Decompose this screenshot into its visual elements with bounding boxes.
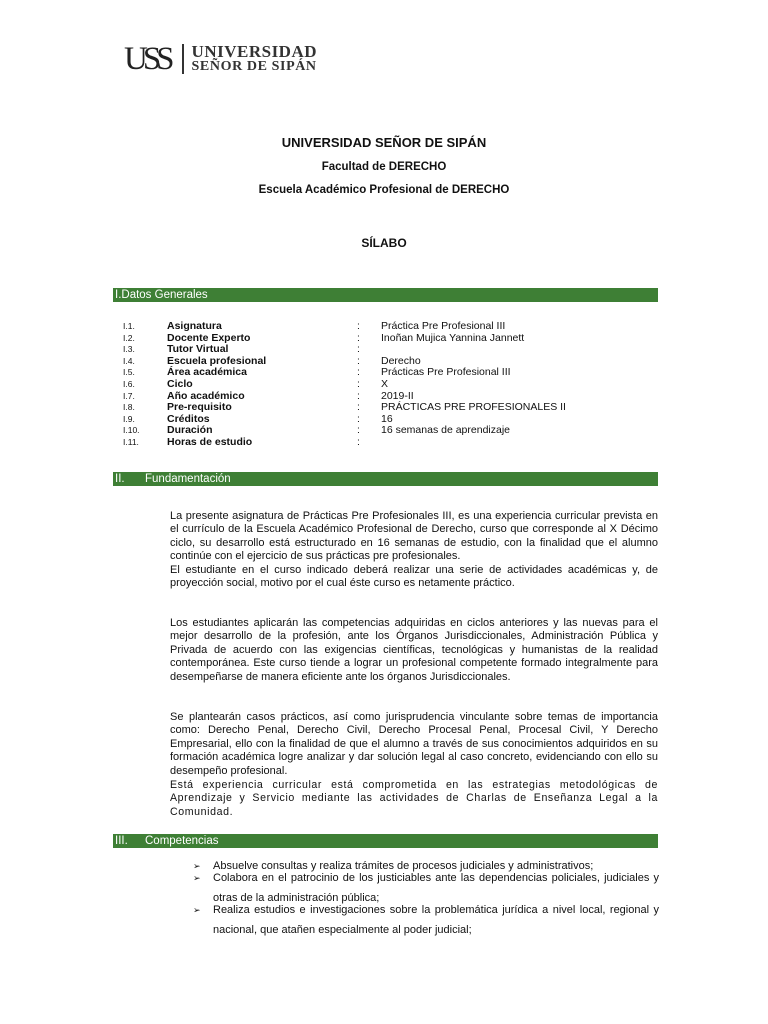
datos-row-number: I.2. (123, 332, 135, 343)
datos-row-value: Derecho (381, 354, 421, 367)
datos-row (123, 367, 661, 379)
datos-row-value: 2019-II (381, 389, 414, 402)
competencia-text: Absuelve consultas y realiza trámites de procesos judiciales y administrativos; (213, 860, 594, 872)
datos-row-value: PRÁCTICAS PRE PROFESIONALES II (381, 401, 566, 414)
logo-line-2: SEÑOR DE SIPÁN (191, 59, 317, 74)
section-number: I. (115, 289, 122, 301)
datos-row-label: Duración (167, 424, 213, 437)
datos-row-number: I.5. (123, 367, 135, 378)
datos-row-value: Práctica Pre Profesional III (381, 320, 506, 332)
datos-row-colon: : (357, 401, 360, 414)
competencias-list (193, 900, 659, 940)
section-title: Competencias (145, 835, 219, 847)
datos-row-value: 16 (381, 412, 393, 425)
datos-row-label: Ciclo (167, 377, 193, 390)
section-number: III. (115, 835, 128, 847)
datos-row-label: Tutor Virtual (167, 343, 229, 356)
datos-row-label: Docente Experto (167, 331, 251, 344)
datos-row-number: I.10. (123, 425, 140, 436)
datos-row-label: Horas de estudio (167, 435, 253, 448)
university-logo (124, 42, 317, 76)
section-title: Fundamentación (145, 473, 231, 485)
section-title: Datos Generales (121, 289, 208, 301)
datos-row (123, 321, 661, 333)
paragraph-text: La presente asignatura de Prácticas Pre Profesionales III, es una experiencia curricular prevista en el currículo de la Escuela Académico Profesional de Derecho, curso que corresponde al X Décimo ciclo, su desarrollo está estructurado en 16 semanas de estudio, con la finalidad que el alumno continúe con el ejercicio de sus prácticas pre profesionales. (170, 510, 658, 563)
section-header-datos-generales (113, 288, 658, 302)
datos-row-colon: : (357, 412, 360, 425)
fundamentacion-paragraph-2: Los estudiantes aplicarán las competencias adquiridas en ciclos anteriores y las nuevas para el mejor desarrollo de la profesión, ante los Órganos Jurisdiccionales, Administración Pública y Privada de acuerdo con las exigencias científicas, tecnológicas y humanistas de la realidad contemporánea. Este curso tiende a lograr un profesional competente formado integralmente para desempeñarse de manera eficiente ante los órganos Jurisdiccionales. (170, 617, 658, 683)
datos-row-colon: : (357, 389, 360, 402)
datos-row (123, 437, 661, 449)
datos-row-colon: : (357, 424, 360, 437)
datos-row-value: Inoñan Mujica Yannina Jannett (381, 331, 525, 344)
faculty-title: Facultad de DERECHO (321, 161, 447, 173)
section-header-fundamentacion (113, 472, 658, 486)
fundamentacion-paragraph-4: Está experiencia curricular está comprometida en las estrategias metodológicas de Aprendizaje y Servicio mediante las actividades de Charlas de Enseñanza Legal a la Comunidad. (170, 779, 658, 818)
datos-row-number: I.3. (123, 344, 135, 355)
datos-row-number: I.6. (123, 378, 135, 389)
arrow-bullet-icon: ➢ (193, 873, 201, 883)
fundamentacion-paragraph-1 (170, 510, 658, 590)
paragraph-text: El estudiante en el curso indicado deberá realizar una serie de actividades académicas y, de proyección social, motivo por el cual éste curso es netamente práctico. (170, 563, 658, 590)
datos-row-label: Pre-requisito (167, 401, 232, 414)
university-title: UNIVERSIDAD SEÑOR DE SIPÁN (281, 135, 487, 150)
datos-row-label: Año académico (167, 389, 245, 402)
logo-line-1: UNIVERSIDAD (191, 42, 318, 61)
datos-row-label: Asignatura (167, 320, 222, 332)
arrow-bullet-icon: ➢ (193, 861, 201, 871)
datos-row-value: 16 semanas de aprendizaje (381, 424, 511, 437)
datos-row-value: Prácticas Pre Profesional III (381, 366, 511, 379)
datos-row-colon: : (357, 366, 360, 379)
logo-divider (182, 44, 184, 74)
datos-row (123, 379, 661, 391)
datos-row-number: I.8. (123, 402, 135, 413)
competencia-text: Realiza estudios e investigaciones sobre la problemática jurídica a nivel local, regional y nacional, que atañen especialmente al poder judicial; (213, 904, 659, 936)
uss-logo-mark: USS (124, 41, 170, 77)
datos-row-number: I.1. (123, 321, 135, 331)
school-title: Escuela Académico Profesional de DERECHO (258, 184, 510, 196)
datos-row-colon: : (357, 377, 360, 390)
datos-row-number: I.11. (123, 436, 139, 447)
datos-row-colon: : (357, 343, 360, 356)
document-title: SÍLABO (361, 236, 407, 250)
competencia-text: Colabora en el patrocinio de los justiciables ante las dependencias policiales, judiciales y otras de la administración pública; (213, 872, 659, 904)
fundamentacion-paragraph-3: Se plantearán casos prácticos, así como jurisprudencia vinculante sobre temas de importancia como: Derecho Penal, Derecho Civil, Derecho Procesal Penal, Procesal Civil, Y Derecho Empresarial, ello con la finalidad de que el alumno a través de sus conocimientos adquiridos en su formación académica logre analizar y dar solución legal al caso concreto, evidenciando con ello su desempeño profesional. (170, 711, 658, 777)
datos-generales-list (123, 321, 661, 449)
competencia-item (193, 900, 659, 940)
datos-row-number: I.7. (123, 390, 135, 401)
datos-row-colon: : (357, 435, 360, 448)
datos-row-colon: : (357, 354, 360, 367)
datos-row-value: X (381, 377, 389, 390)
datos-row-value (381, 437, 661, 449)
datos-row-colon: : (357, 331, 360, 344)
datos-row-label: Créditos (167, 412, 210, 425)
datos-row-colon: : (357, 320, 360, 332)
datos-row-label: Escuela profesional (167, 354, 267, 367)
datos-row-number: I.4. (123, 355, 135, 366)
datos-row-number: I.9. (123, 413, 135, 424)
section-number: II. (115, 473, 125, 485)
arrow-bullet-icon: ➢ (193, 905, 201, 915)
datos-row (123, 402, 661, 414)
datos-row-value (381, 344, 661, 356)
section-header-competencias (113, 834, 658, 848)
datos-row-label: Área académica (167, 366, 247, 379)
logo-wordmark (192, 44, 317, 74)
